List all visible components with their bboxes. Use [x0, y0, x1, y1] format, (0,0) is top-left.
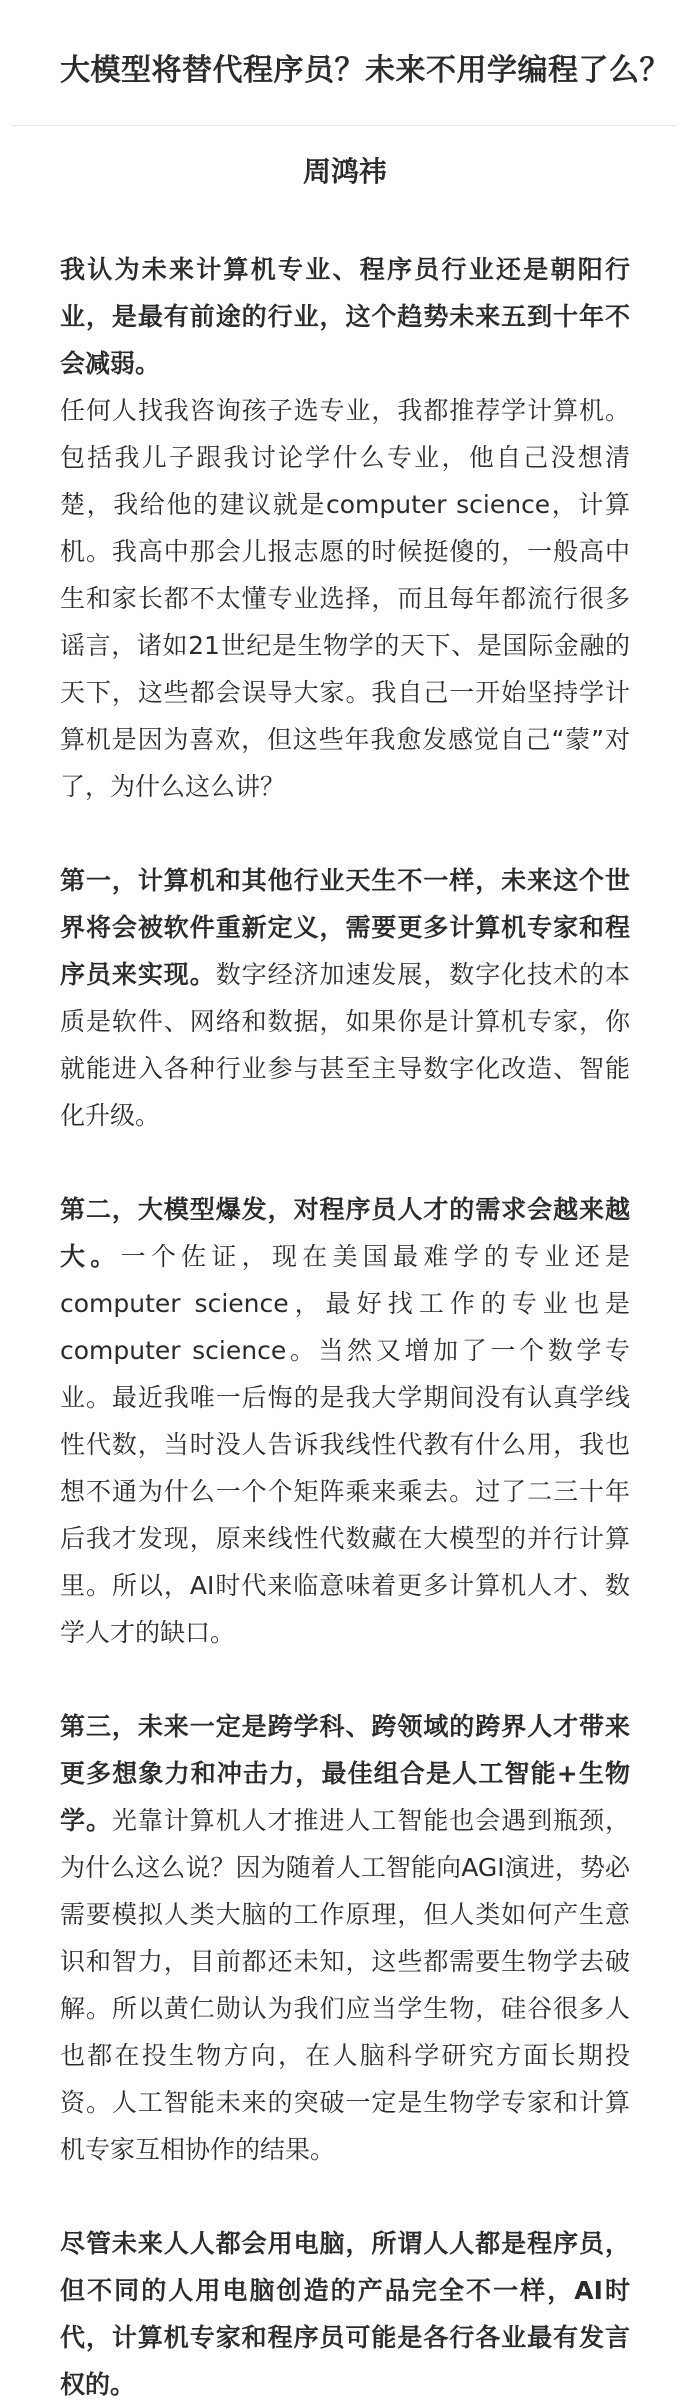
paragraph-first-lead: 第一，计算机和其他行业天生不一样，未来这个世界将会被软件重新定义，需要更多计算机专家和程序员来实现。 — [60, 866, 630, 989]
paragraph-third — [60, 1703, 630, 2173]
paragraph-second — [60, 1186, 630, 1656]
article-title: 大模型将替代程序员？未来不用学编程了么？ — [60, 53, 670, 88]
title-divider — [13, 125, 677, 126]
paragraph-second-lead: 第二，大模型爆发，对程序员人才的需求会越来越大。 — [60, 1195, 630, 1271]
paragraph-third-text: 光靠计算机人才推进人工智能也会遇到瓶颈，为什么这么说？因为随着人工智能向AGI演进，势必需要模拟人类大脑的工作原理，但人类如何产生意识和智力，目前都还未知，这些都需要生物学去破解。所以黄仁勋认为我们应当学生物，硅谷很多人也都在投生物方向，在人脑科学研究方面长期投资。人工智能未来的突破一定是生物学专家和计算机专家互相协作的结果。 — [60, 1806, 630, 2164]
paragraph-conclusion-lead: 尽管未来人人都会用电脑，所谓人人都是程序员，但不同的人用电脑创造的产品完全不一样，AI时代，计算机专家和程序员可能是各行各业最有发言权的。 — [60, 2229, 630, 2399]
article-author: 周鸿祎 — [302, 155, 387, 188]
article-body — [60, 246, 630, 2408]
paragraph-conclusion — [60, 2220, 630, 2408]
paragraph-intro-lead: 我认为未来计算机专业、程序员行业还是朝阳行业，是最有前途的行业，这个趋势未来五到十年不会减弱。 — [60, 255, 630, 378]
paragraph-intro — [60, 246, 630, 810]
paragraph-intro-text: 任何人找我咨询孩子选专业，我都推荐学计算机。包括我儿子跟我讨论学什么专业，他自己没想清楚，我给他的建议就是computer science，计算机。我高中那会儿报志愿的时候挺傻的，一般高中生和家长都不太懂专业选择，而且每年都流行很多谣言，诸如21世纪是生物学的天下、是国际金融的天下，这些都会误导大家。我自己一开始坚持学计算机是因为喜欢，但这些年我愈发感觉自己“蒙”对了，为什么这么讲？ — [60, 396, 630, 801]
paragraph-first — [60, 857, 630, 1139]
paragraph-third-lead: 第三，未来一定是跨学科、跨领域的跨界人才带来更多想象力和冲击力，最佳组合是人工智能+生物学。 — [60, 1712, 630, 1835]
paragraph-first-text: 数字经济加速发展，数字化技术的本质是软件、网络和数据，如果你是计算机专家，你就能进入各种行业参与甚至主导数字化改造、智能化升级。 — [60, 960, 630, 1130]
paragraph-second-text: 一个佐证，现在美国最难学的专业还是computer science，最好找工作的专业也是computer science。当然又增加了一个数学专业。最近我唯一后悔的是我大学期间没有认真学线性代数，当时没人告诉我线性代教有什么用，我也想不通为什么一个个矩阵乘来乘去。过了二三十年后我才发现，原来线性代数藏在大模型的并行计算里。所以，AI时代来临意味着更多计算机人才、数学人才的缺口。 — [60, 1242, 630, 1647]
